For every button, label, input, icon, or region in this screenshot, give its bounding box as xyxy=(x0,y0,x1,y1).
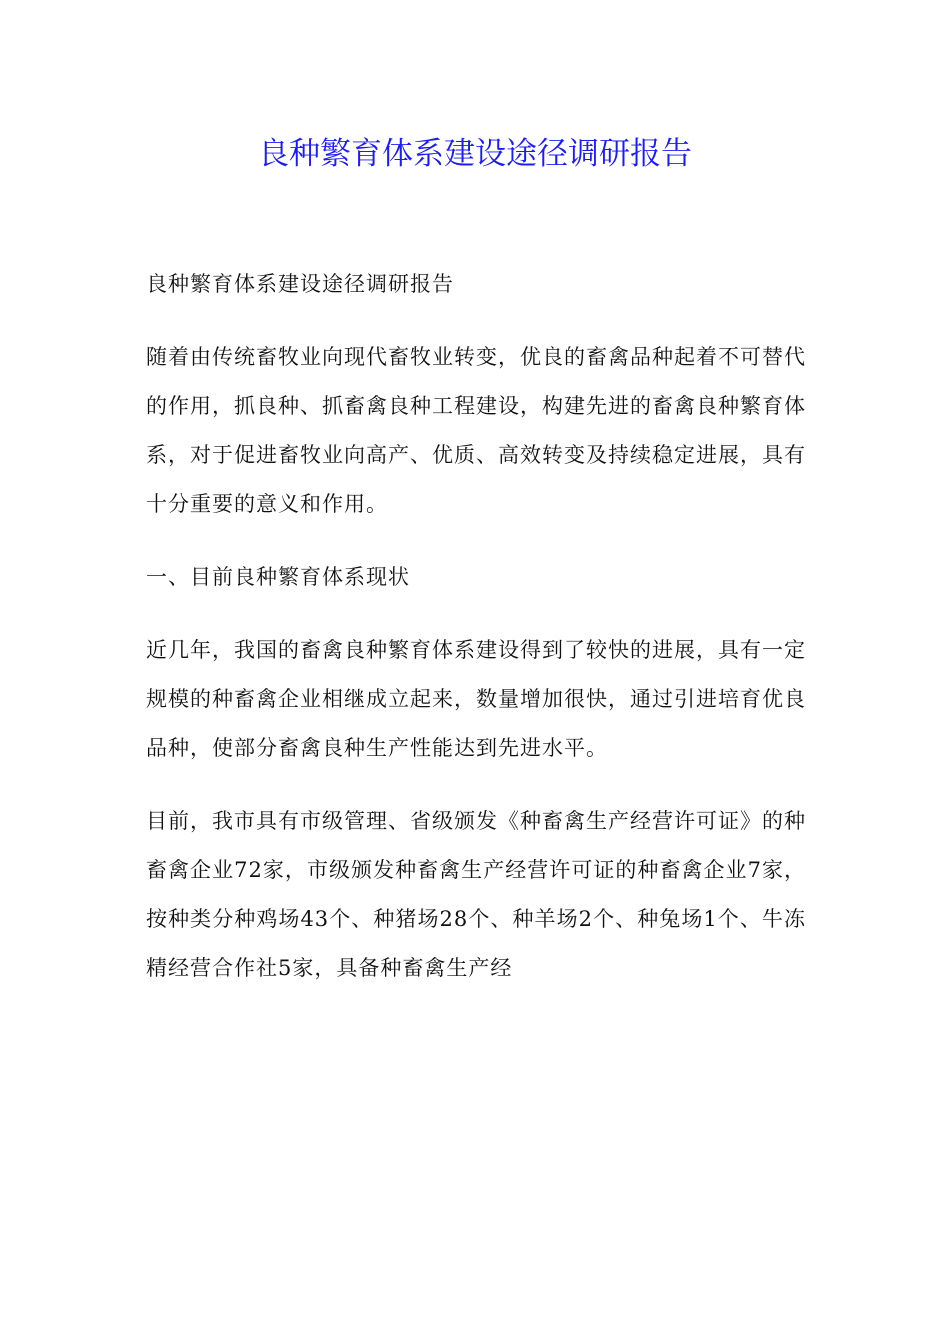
paragraph-heading: 良种繁育体系建设途径调研报告 xyxy=(146,272,454,296)
document-title: 良种繁育体系建设途径调研报告 xyxy=(258,136,692,172)
paragraph-statistics: 目前，我市具有市级管理、省级颁发《种畜禽生产经营许可证》的种畜禽企业72家，市级颁发种畜禽生产经营许可证的种畜禽企业7家，按种类分种鸡场43个、种猪场28个、种羊场2个、种兔场1个、牛冻精经营合作社5家，具备种畜禽生产经 xyxy=(146,809,806,980)
document-body xyxy=(146,260,806,1017)
paragraph-intro: 随着由传统畜牧业向现代畜牧业转变，优良的畜禽品种起着不可替代的作用，抓良种、抓畜禽良种工程建设，构建先进的畜禽良种繁育体系，对于促进畜牧业向高产、优质、高效转变及持续稳定进展，具有十分重要的意义和作用。 xyxy=(146,345,806,516)
paragraph-progress: 近几年，我国的畜禽良种繁育体系建设得到了较快的进展，具有一定规模的种畜禽企业相继成立起来，数量增加很快，通过引进培育优良品种，使部分畜禽良种生产性能达到先进水平。 xyxy=(146,638,806,760)
section-heading-current-status: 一、目前良种繁育体系现状 xyxy=(146,565,410,589)
